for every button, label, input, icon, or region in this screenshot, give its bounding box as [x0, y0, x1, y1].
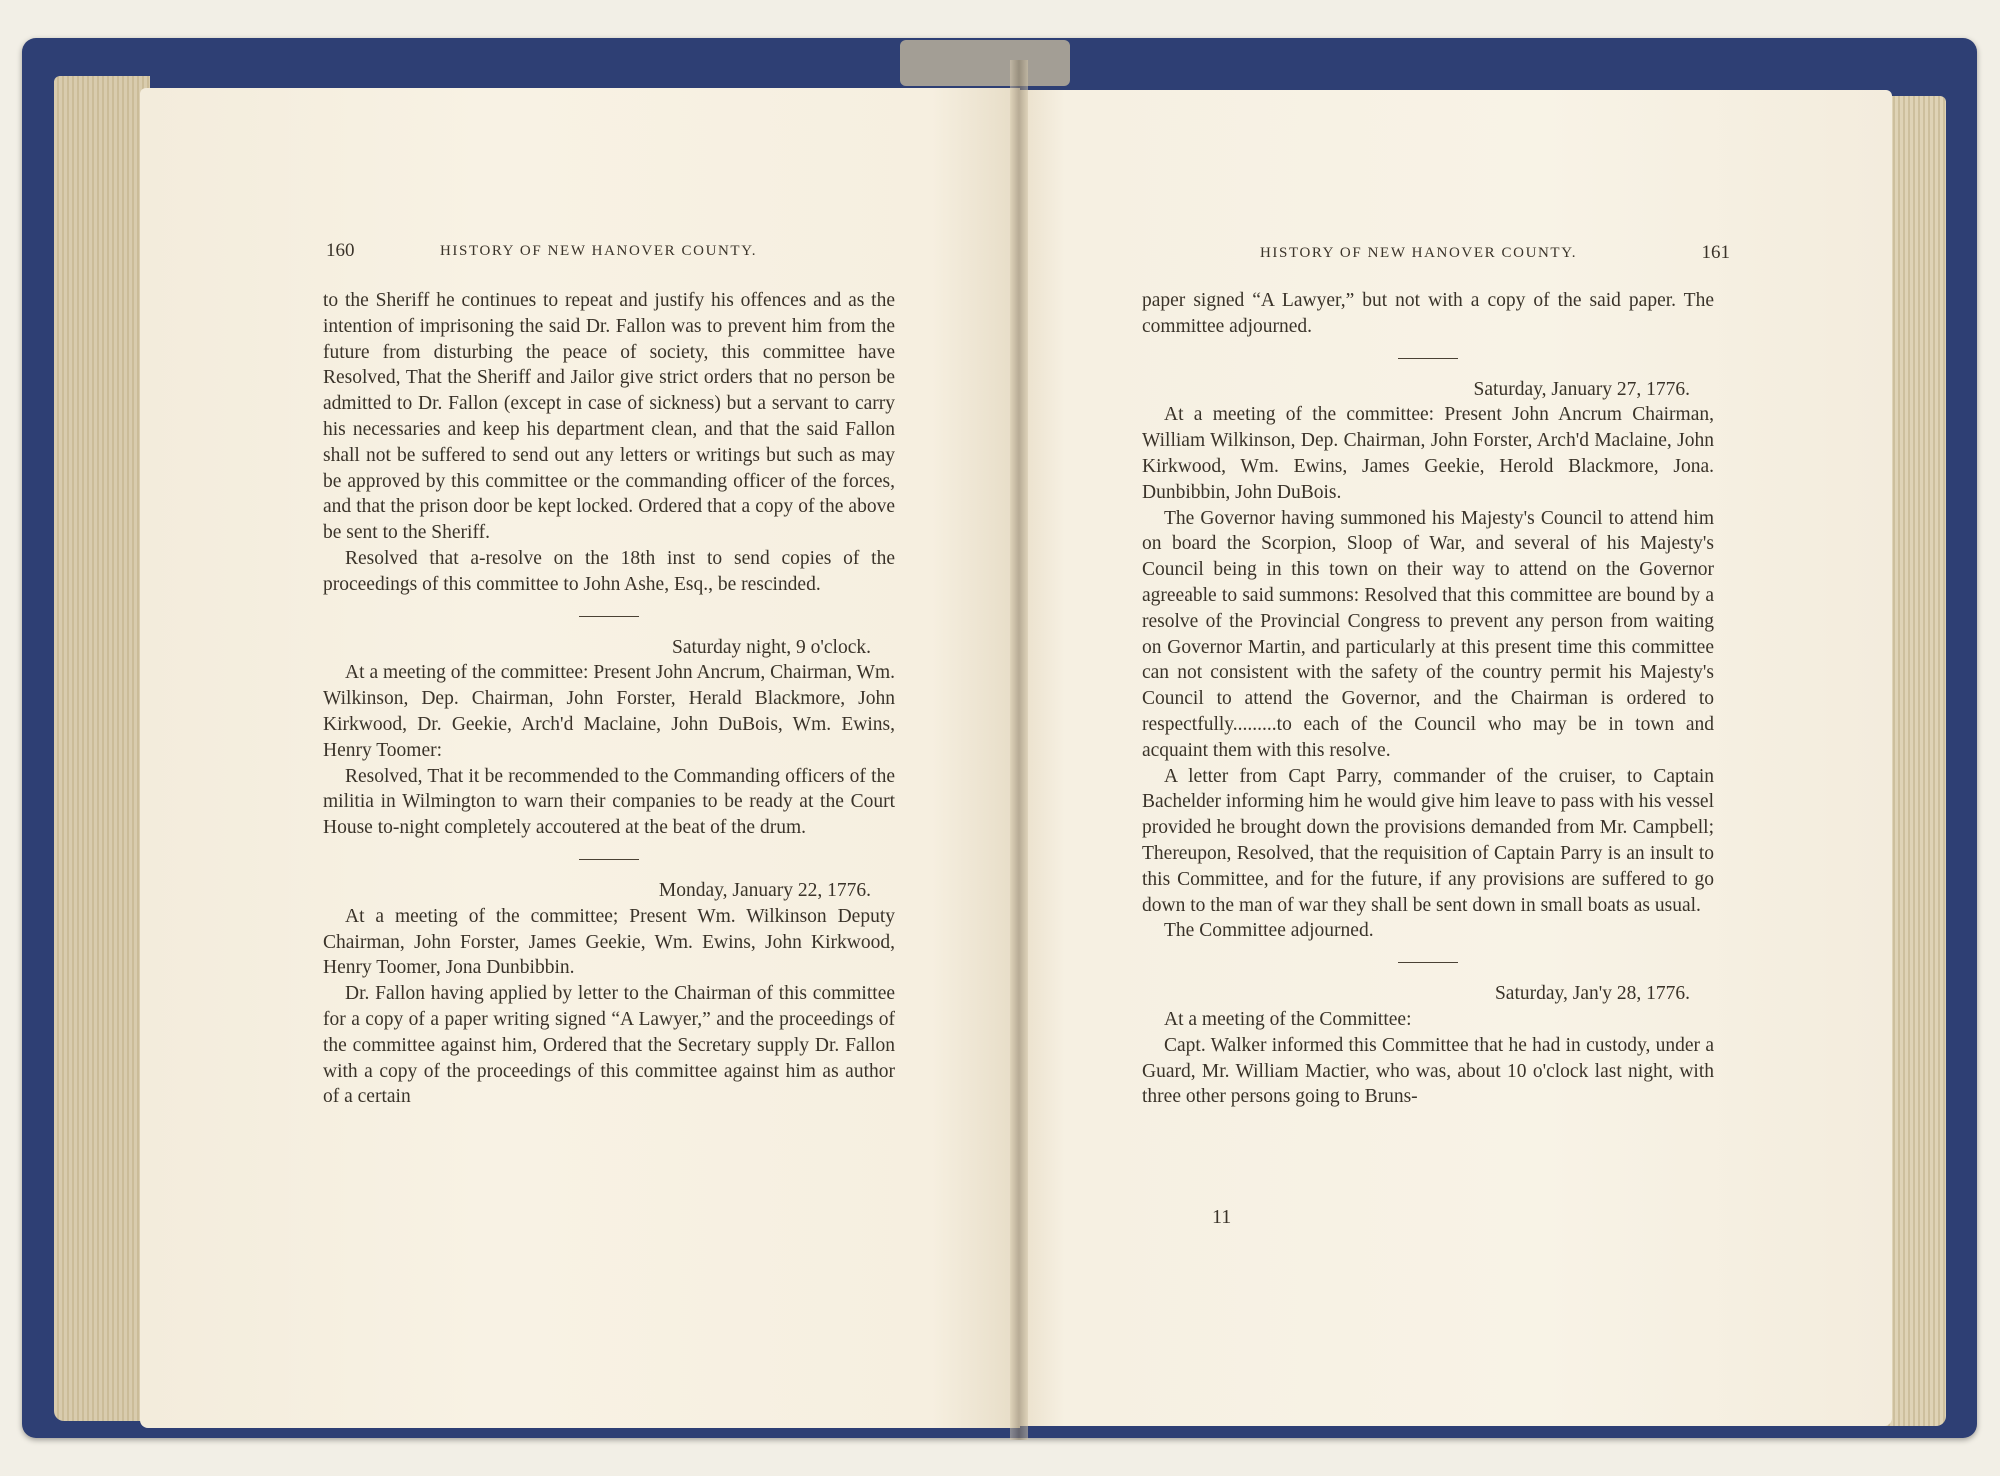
meeting-dateline: Saturday night, 9 o'clock. — [671, 636, 871, 658]
paragraph: At a meeting of the committee: Present John Ancrum Chairman, William Wilkinson, Dep. Chairman, John Forster, Arch'd Maclaine, John Kirkwood, Wm. Ewins, James Geekie, Herold Blackmore, Jona. Dunbibbin, John DuBois. — [1142, 404, 1714, 503]
paragraph: At a meeting of the committee; Present Wm. Wilkinson Deputy Chairman, John Forster, James Geekie, Wm. Ewins, John Kirkwood, Henry Toomer, Jona Dunbibbin. — [323, 905, 895, 979]
meeting-dateline: Saturday, Jan'y 28, 1776. — [1494, 983, 1690, 1005]
left-page-body — [323, 288, 895, 1110]
paragraph: paper signed “A Lawyer,” but not with a copy of the said paper. The committee adjourned. — [1142, 290, 1714, 337]
section-divider — [1398, 358, 1458, 359]
paragraph: Dr. Fallon having applied by letter to the Chairman of this committee for a copy of a paper writing signed “A Lawyer,” and the proceedings of the committee against him, Ordered that the Secretary supply Dr. Fallon with a copy of the proceedings of this committee against him as author of a certain — [323, 983, 895, 1108]
meeting-dateline: Saturday, January 27, 1776. — [1473, 378, 1690, 400]
paragraph: A letter from Capt Parry, commander of the cruiser, to Captain Bachelder informing him he would give him leave to pass with his vessel provided he brought down the provisions demanded from Mr. Campbell; Thereupon, Resolved, that the requisition of Captain Parry is an insult to this Committee, and for the future, if any provisions are suffered to go down to the man of war they shall be sent down in small boats as usual. — [1142, 765, 1714, 916]
right-page-number: 161 — [1701, 242, 1730, 263]
signature-mark: 11 — [1212, 1206, 1232, 1228]
right-running-head: HISTORY OF NEW HANOVER COUNTY. — [1260, 245, 1578, 261]
spine-binding — [900, 40, 1070, 86]
right-page — [1012, 90, 1892, 1426]
paragraph: Resolved, That it be recommended to the Commanding officers of the militia in Wilmington to warn their companies to be ready at the Court House to-night completely accoutered at the beat of the drum. — [323, 765, 895, 839]
paragraph: The Governor having summoned his Majesty's Council to attend him on board the Scorpion, Sloop of War, and several of his Majesty's Council being in this town on their way to attend on the Governor agreeable to said summons: Resolved that this committee are bound by a resolve of the Provincial Congress to prevent any person from waiting on Governor Martin, and particularly at this present time this committee can not consistent with the safety of the country permit his Majesty's Council to attend the Governor, and the Chairman is ordered to respectfully.........to each of the Council who may be in town and acquaint them with this resolve. — [1142, 507, 1714, 761]
left-running-head: HISTORY OF NEW HANOVER COUNTY. — [440, 243, 758, 259]
right-page-body — [1142, 288, 1714, 1110]
paragraph: At a meeting of the committee: Present John Ancrum, Chairman, Wm. Wilkinson, Dep. Chairman, John Forster, Herald Blackmore, John Kirkwood, Dr. Geekie, Arch'd Maclaine, John DuBois, Wm. Ewins, Henry Toomer: — [323, 662, 895, 761]
paragraph: Capt. Walker informed this Committee that he had in custody, under a Guard, Mr. William Mactier, who was, about 10 o'clock last night, with three other persons going to Bruns- — [1142, 1034, 1714, 1108]
paragraph: The Committee adjourned. — [1164, 920, 1374, 942]
section-divider — [579, 859, 639, 860]
section-divider — [579, 616, 639, 617]
book-gutter — [1010, 60, 1028, 1440]
meeting-dateline: Monday, January 22, 1776. — [658, 879, 871, 901]
paragraph: to the Sheriff he continues to repeat and justify his offences and as the intention of imprisoning the said Dr. Fallon was to prevent him from the future from disturbing the peace of society, this committee have Resolved, That the Sheriff and Jailor give strict orders that no person be admitted to Dr. Fallon (except in case of sickness) but a servant to carry his necessaries and keep his department clean, and that the said Fallon shall not be suffered to send out any letters or writings but such as may be approved by this committee or the commanding officer of the forces, and that the prison door be kept locked. Ordered that a copy of the above be sent to the Sheriff. — [323, 290, 895, 544]
left-page-edges — [54, 76, 150, 1421]
section-divider — [1398, 962, 1458, 963]
paragraph: At a meeting of the Committee: — [1164, 1008, 1412, 1030]
paragraph: Resolved that a-resolve on the 18th inst to send copies of the proceedings of this committee to John Ashe, Esq., be rescinded. — [323, 547, 895, 595]
left-page-header — [326, 240, 926, 262]
left-page — [140, 88, 1020, 1428]
left-page-number: 160 — [326, 240, 355, 261]
